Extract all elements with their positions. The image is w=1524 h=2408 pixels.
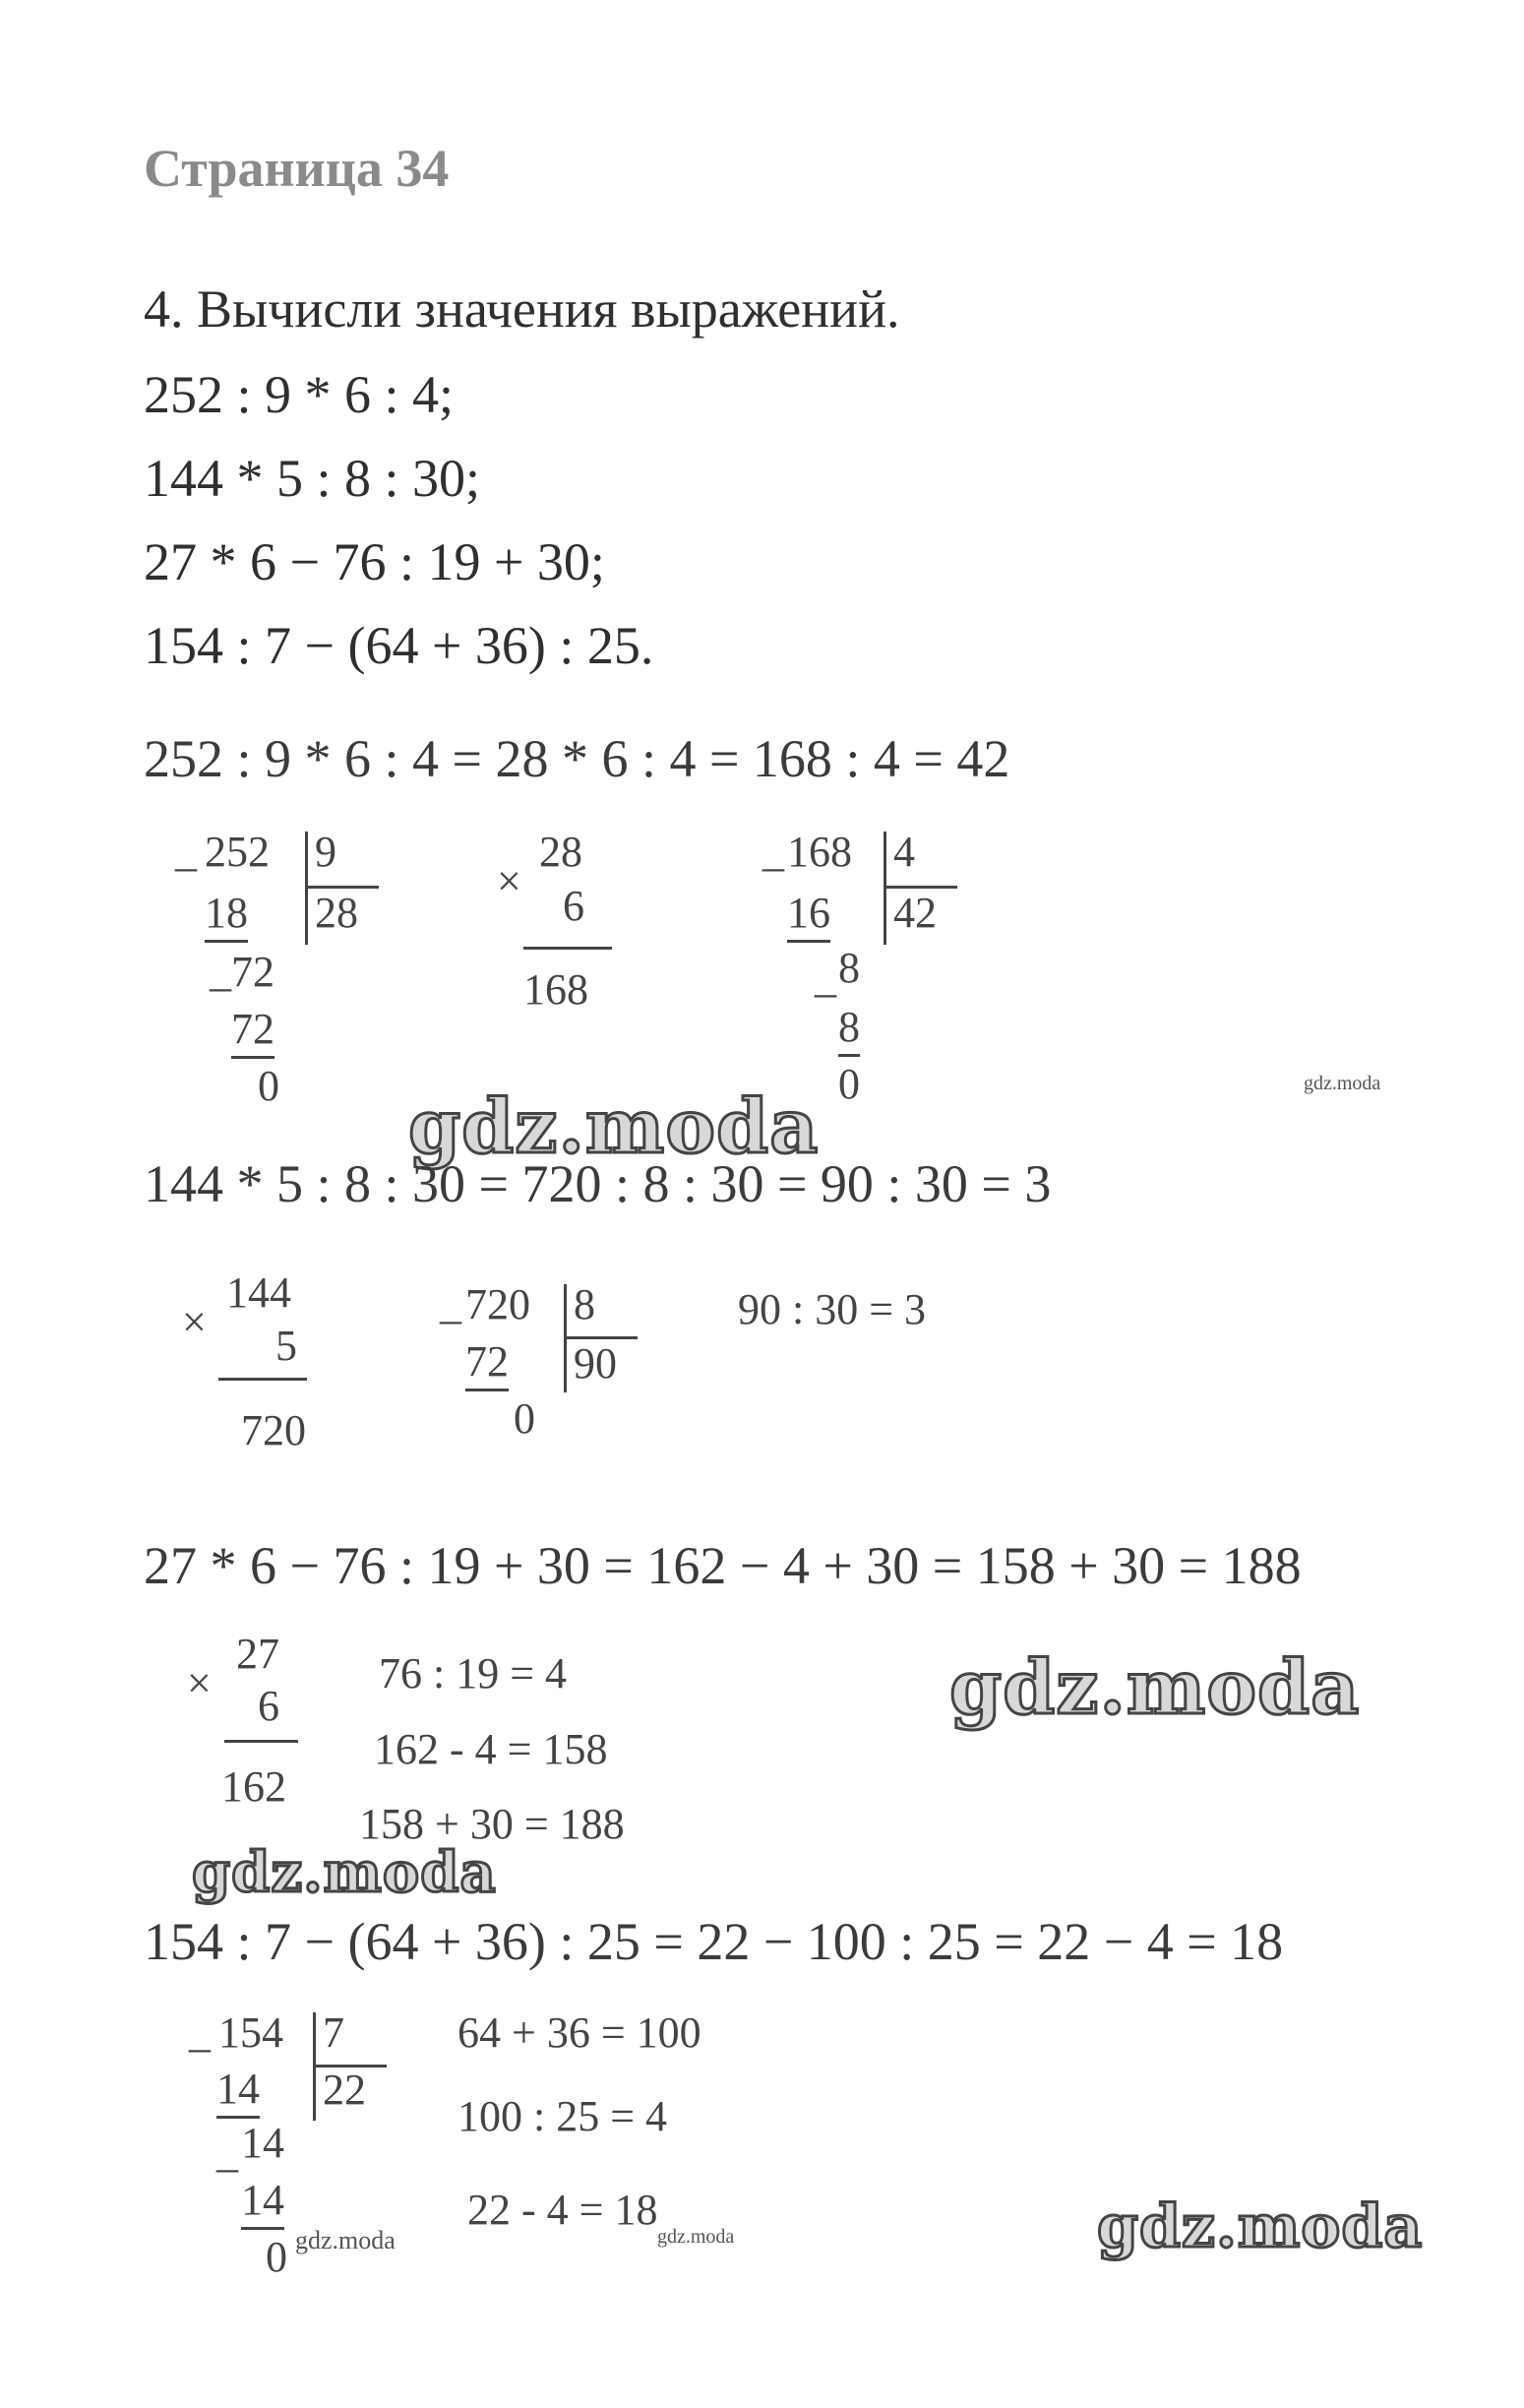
- remainder: 0: [838, 1060, 860, 1108]
- quotient: 42: [893, 889, 937, 937]
- page-title: Страница 34: [144, 139, 450, 198]
- step-1: 18: [205, 888, 248, 943]
- step-3: 8: [838, 1002, 860, 1057]
- watermark-small: gdz.moda: [657, 2226, 735, 2248]
- expression-4: 154 : 7 − (64 + 36) : 25.: [144, 616, 654, 675]
- remainder: 0: [266, 2233, 287, 2281]
- solution-3-equation: 27 * 6 − 76 : 19 + 30 = 162 − 4 + 30 = 158 + 30 = 188: [144, 1536, 1302, 1595]
- minus-sign: _: [189, 2008, 211, 2057]
- minus-sign: _: [762, 828, 784, 876]
- step-1: 16: [787, 888, 830, 943]
- watermark: gdz.moda: [1097, 2192, 1424, 2261]
- times-sign: ×: [182, 1298, 207, 1346]
- step-1: 72: [465, 1336, 509, 1391]
- note-100-25: 100 : 25 = 4: [457, 2092, 668, 2140]
- minus-sign: _: [815, 954, 836, 1002]
- step-3: 72: [231, 1004, 274, 1059]
- quotient: 90: [574, 1339, 617, 1388]
- product: 162: [221, 1762, 286, 1811]
- note-158-30: 158 + 30 = 188: [359, 1800, 625, 1848]
- factor-b: 6: [258, 1682, 279, 1730]
- divisor: 8: [574, 1280, 595, 1328]
- factor-a: 28: [539, 828, 582, 876]
- note-64-36: 64 + 36 = 100: [457, 2008, 701, 2057]
- step-2: 8: [838, 944, 860, 992]
- minus-sign: _: [440, 1280, 461, 1328]
- remainder: 0: [258, 1062, 279, 1110]
- factor-a: 27: [236, 1630, 279, 1678]
- step-1: 14: [216, 2064, 260, 2119]
- note-90-30: 90 : 30 = 3: [738, 1285, 927, 1333]
- step-2: 14: [241, 2119, 284, 2167]
- solution-2-equation: 144 * 5 : 8 : 30 = 720 : 8 : 30 = 90 : 30 = 3: [144, 1154, 1052, 1213]
- times-sign: ×: [187, 1659, 212, 1707]
- times-sign: ×: [497, 857, 521, 905]
- minus-sign: _: [175, 828, 197, 876]
- dividend: 720: [465, 1280, 530, 1328]
- expression-1: 252 : 9 * 6 : 4;: [144, 365, 455, 424]
- expression-2: 144 * 5 : 8 : 30;: [144, 449, 481, 508]
- note-22-4: 22 - 4 = 18: [467, 2186, 658, 2234]
- divisor: 4: [893, 828, 915, 876]
- watermark-small: gdz.moda: [1304, 1073, 1381, 1094]
- dividend: 252: [205, 828, 270, 876]
- solution-4-equation: 154 : 7 − (64 + 36) : 25 = 22 − 100 : 25 = 22 − 4 = 18: [144, 1912, 1284, 1971]
- factor-b: 6: [563, 882, 584, 930]
- quotient: 28: [315, 889, 358, 937]
- product: 720: [241, 1406, 306, 1454]
- minus-sign: _: [210, 948, 231, 996]
- watermark: gdz.moda: [408, 1082, 820, 1170]
- minus-sign: _: [216, 2129, 238, 2177]
- note-76-19: 76 : 19 = 4: [379, 1649, 568, 1698]
- solution-1-equation: 252 : 9 * 6 : 4 = 28 * 6 : 4 = 168 : 4 = 42: [144, 729, 1010, 788]
- product: 168: [523, 965, 588, 1014]
- expression-3: 27 * 6 − 76 : 19 + 30;: [144, 532, 605, 591]
- divisor: 9: [315, 828, 336, 876]
- step-2: 72: [231, 948, 274, 996]
- factor-a: 144: [226, 1268, 291, 1317]
- note-162-4: 162 - 4 = 158: [374, 1725, 608, 1773]
- quotient: 22: [323, 2066, 366, 2114]
- task-heading: 4. Вычисли значения выражений.: [144, 279, 900, 339]
- step-3: 14: [241, 2175, 284, 2230]
- watermark: gdz.moda: [949, 1643, 1361, 1731]
- factor-b: 5: [275, 1322, 297, 1370]
- divisor: 7: [323, 2008, 344, 2057]
- watermark: gdz.moda: [192, 1840, 497, 1905]
- watermark-small: gdz.moda: [295, 2226, 396, 2254]
- remainder: 0: [514, 1394, 535, 1443]
- dividend: 154: [218, 2008, 283, 2057]
- dividend: 168: [787, 828, 852, 876]
